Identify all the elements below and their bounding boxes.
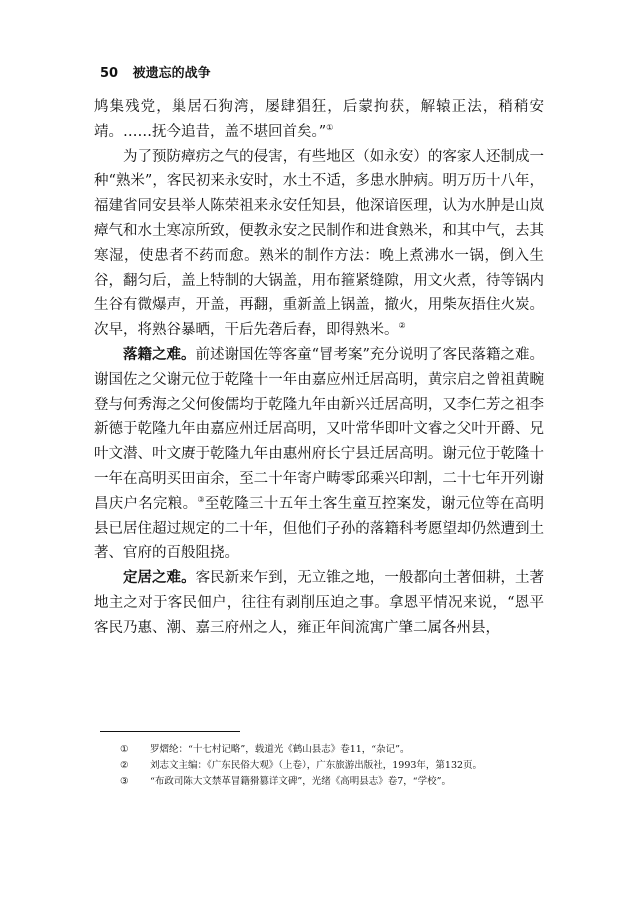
footnote-text: “布政司陈大文禁革冒籍猾篡详文碑”，光绪《高明县志》卷7，“学校”。 [150,776,451,787]
footnote-text: 刘志文主编：《广东民俗大观》（上卷），广东旅游出版社，1993年，第132页。 [150,760,483,771]
footnote-divider [100,731,240,732]
footnote [120,758,550,774]
paragraph [94,566,544,640]
footnote-ref: ② [398,321,406,331]
paragraph [94,145,544,343]
footnotes [120,742,550,790]
paragraph-text: 前述谢国佐等客童“冒考案”充分说明了客民落籍之难。谢国佐之父谢元位于乾隆十一年由嘉应州迁居高明，黄宗启之曾祖黄畹登与何秀海之父何俊儒均于乾隆九年由新兴迁居高明，又李仁芳之祖李新德于乾隆九年由嘉应州迁居高明，又叶常华即叶文睿之父叶开爵、兄叶文潜、叶文赓于乾隆九年由惠州府长宁县迁居高明。谢元位于乾隆十一年在高明买田亩余，至二十年寄户畴零邱乘兴印割，二十七年开列谢昌庆户名完粮。 [94,346,544,512]
paragraph-lead: 落籍之难。 [123,345,196,363]
paragraph-tail: 至乾隆三十五年土客生童互控案发，谢元位等在高明县已居住超过规定的二十年，但他们子孙的落籍科考愿望却仍然遭到土著、官府的百般阻挠。 [94,495,545,562]
paragraph-text: 鸠集残党，巢居石狗湾，屡肆猖狂，后蒙拘获，解辕正法，稍稍安靖。……抚今追昔，盖不堪回首矣。” [94,99,544,140]
footnote-text: 罗熠纶：“十七村记略”，载道光《鹤山县志》卷11，“杂记”。 [150,744,410,755]
paragraph [94,343,544,566]
footnote [120,774,550,790]
footnote [120,742,550,758]
paragraph [94,95,544,145]
footnote-ref: ① [326,122,334,132]
paragraph-lead: 定居之难。 [123,569,196,587]
body-text [94,95,544,641]
paragraph-text: 客民新来乍到，无立锥之地，一般都向土著佃耕，土著地主之对于客民佃户，往往有剥削压迫之事。拿恩平情况来说，“恩平客民乃惠、潮、嘉三府州之人，雍正年间流寓广肇二属各州县， [94,570,545,636]
paragraph-text: 为了预防瘴疠之气的侵害，有些地区（如永安）的客家人还制成一种“熟米”，客民初来永安时，水土不适，多患水肿病。明万历十八年，福建省同安县举人陈荣祖来永安任知县，他深谙医理，认为水肿是山岚瘴气和水土寒凉所致，便教永安之民制作和进食熟米，和其中气，去其寒湿，使患者不药而愈。熟米的制作方法：晚上煮沸水一锅，倒入生谷，翻匀后，盖上特制的大锅盖，用布箍紧缝隙，用文火煮，待等锅内生谷有微爆声，开盖，再翻，重新盖上锅盖，撤火，用柴灰捂住火炭。次早，将熟谷暴晒，干后先砻后舂，即得熟米。 [94,148,544,339]
book-title: 被遗忘的战争 [132,66,211,81]
footnote-ref: ③ [197,494,205,504]
page-number: 50 [100,66,119,81]
footnote-mark: ① [120,744,129,755]
page-header [100,62,211,81]
footnote-mark: ② [120,760,129,771]
footnote-mark: ③ [120,776,129,787]
